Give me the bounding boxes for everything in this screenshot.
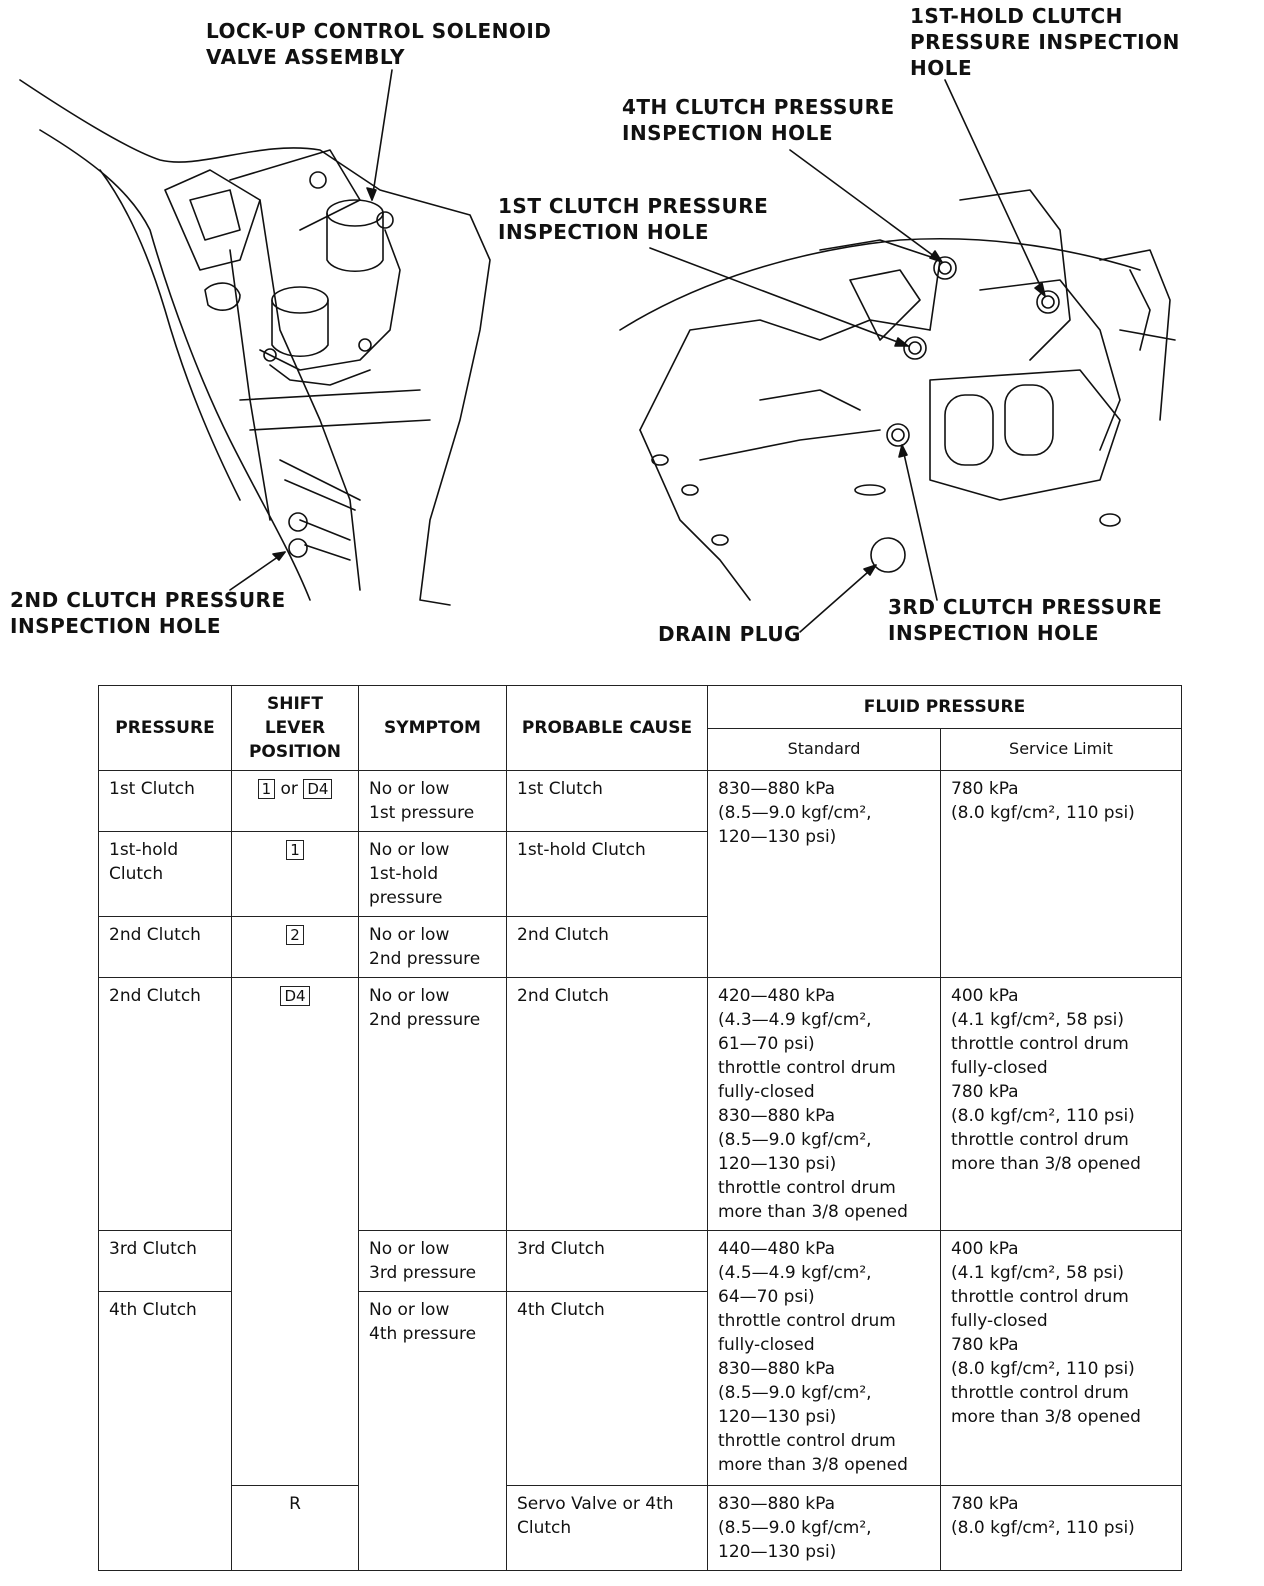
header-shift-lever: SHIFT LEVER POSITION <box>232 686 359 771</box>
header-standard: Standard <box>708 728 941 771</box>
table-row <box>99 978 1182 1231</box>
position-box: 2 <box>286 925 304 945</box>
pressure-cell: 2nd Clutch <box>99 917 232 978</box>
pressure-cell: 3rd Clutch <box>99 1231 232 1292</box>
lockup-solenoid-callout: LOCK-UP CONTROL SOLENOID VALVE ASSEMBLY <box>206 19 552 69</box>
position-box: 1 <box>286 840 304 860</box>
position-box: D4 <box>303 779 332 799</box>
third-hole-callout: 3RD CLUTCH PRESSURE INSPECTION HOLE <box>888 595 1163 645</box>
symptom-cell: No or low 1st-hold pressure <box>359 832 507 917</box>
symptom-cell: No or low 2nd pressure <box>359 917 507 978</box>
service-limit-cell: 780 kPa (8.0 kgf/cm², 110 psi) <box>941 771 1182 978</box>
standard-cell: 830—880 kPa (8.5—9.0 kgf/cm², 120—130 psi) <box>708 771 941 978</box>
shift-position-cell <box>232 771 359 832</box>
service-limit-cell: 400 kPa (4.1 kgf/cm², 58 psi) throttle control drum fully-closed 780 kPa (8.0 kgf/cm², 110 psi) throttle control drum more than 3/8 opened <box>941 978 1182 1231</box>
cause-cell: 4th Clutch <box>507 1292 708 1486</box>
symptom-cell: No or low 2nd pressure <box>359 978 507 1231</box>
service-limit-cell: 780 kPa (8.0 kgf/cm², 110 psi) <box>941 1486 1182 1571</box>
position-box: 1 <box>258 779 276 799</box>
table-row <box>99 1231 1182 1292</box>
first-hold-hole-callout: 1ST-HOLD CLUTCH PRESSURE INSPECTION HOLE <box>910 4 1180 80</box>
position-box: D4 <box>280 986 309 1006</box>
drain-plug-callout: DRAIN PLUG <box>658 622 801 646</box>
shift-position-cell <box>232 1292 359 1486</box>
shift-position-cell <box>232 1231 359 1292</box>
fourth-hole-callout: 4TH CLUTCH PRESSURE INSPECTION HOLE <box>622 95 895 145</box>
header-probable-cause: PROBABLE CAUSE <box>507 686 708 771</box>
header-pressure: PRESSURE <box>99 686 232 771</box>
pressure-cell: 1st Clutch <box>99 771 232 832</box>
pressure-cell: 1st-hold Clutch <box>99 832 232 917</box>
service-limit-cell: 400 kPa (4.1 kgf/cm², 58 psi) throttle control drum fully-closed 780 kPa (8.0 kgf/cm², 110 psi) throttle control drum more than 3/8 opened <box>941 1231 1182 1486</box>
shift-position-cell <box>232 978 359 1231</box>
position-or: or <box>280 779 298 799</box>
cause-cell: 3rd Clutch <box>507 1231 708 1292</box>
table-row <box>99 771 1182 832</box>
second-hole-callout: 2ND CLUTCH PRESSURE INSPECTION HOLE <box>10 588 286 638</box>
first-hole-callout: 1ST CLUTCH PRESSURE INSPECTION HOLE <box>498 194 769 244</box>
cause-cell: 1st Clutch <box>507 771 708 832</box>
header-fluid-pressure: FLUID PRESSURE <box>708 686 1182 729</box>
symptom-cell: No or low 4th pressure <box>359 1292 507 1486</box>
symptom-cell: No or low 1st pressure <box>359 771 507 832</box>
cause-cell: 1st-hold Clutch <box>507 832 708 917</box>
table-header-row <box>99 686 1182 729</box>
cause-cell: Servo Valve or 4th Clutch <box>507 1486 708 1571</box>
symptom-cell <box>359 1486 507 1571</box>
position-r: R <box>289 1494 301 1514</box>
cause-cell: 2nd Clutch <box>507 917 708 978</box>
pressure-cell: 4th Clutch <box>99 1292 232 1486</box>
symptom-cell: No or low 3rd pressure <box>359 1231 507 1292</box>
standard-cell: 830—880 kPa (8.5—9.0 kgf/cm², 120—130 psi) <box>708 1486 941 1571</box>
shift-position-cell <box>232 832 359 917</box>
shift-position-cell <box>232 1486 359 1571</box>
pressure-cell <box>99 1486 232 1571</box>
table-row <box>99 1486 1182 1571</box>
standard-cell: 440—480 kPa (4.5—4.9 kgf/cm², 64—70 psi) throttle control drum fully-closed 830—880 kPa (8.5—9.0 kgf/cm², 120—130 psi) throttle control drum more than 3/8 opened <box>708 1231 941 1486</box>
standard-cell: 420—480 kPa (4.3—4.9 kgf/cm², 61—70 psi) throttle control drum fully-closed 830—880 kPa (8.5—9.0 kgf/cm², 120—130 psi) throttle control drum more than 3/8 opened <box>708 978 941 1231</box>
fluid-pressure-table <box>98 685 1182 1571</box>
header-service-limit: Service Limit <box>941 728 1182 771</box>
cause-cell: 2nd Clutch <box>507 978 708 1231</box>
pressure-cell: 2nd Clutch <box>99 978 232 1231</box>
shift-position-cell <box>232 917 359 978</box>
header-symptom: SYMPTOM <box>359 686 507 771</box>
